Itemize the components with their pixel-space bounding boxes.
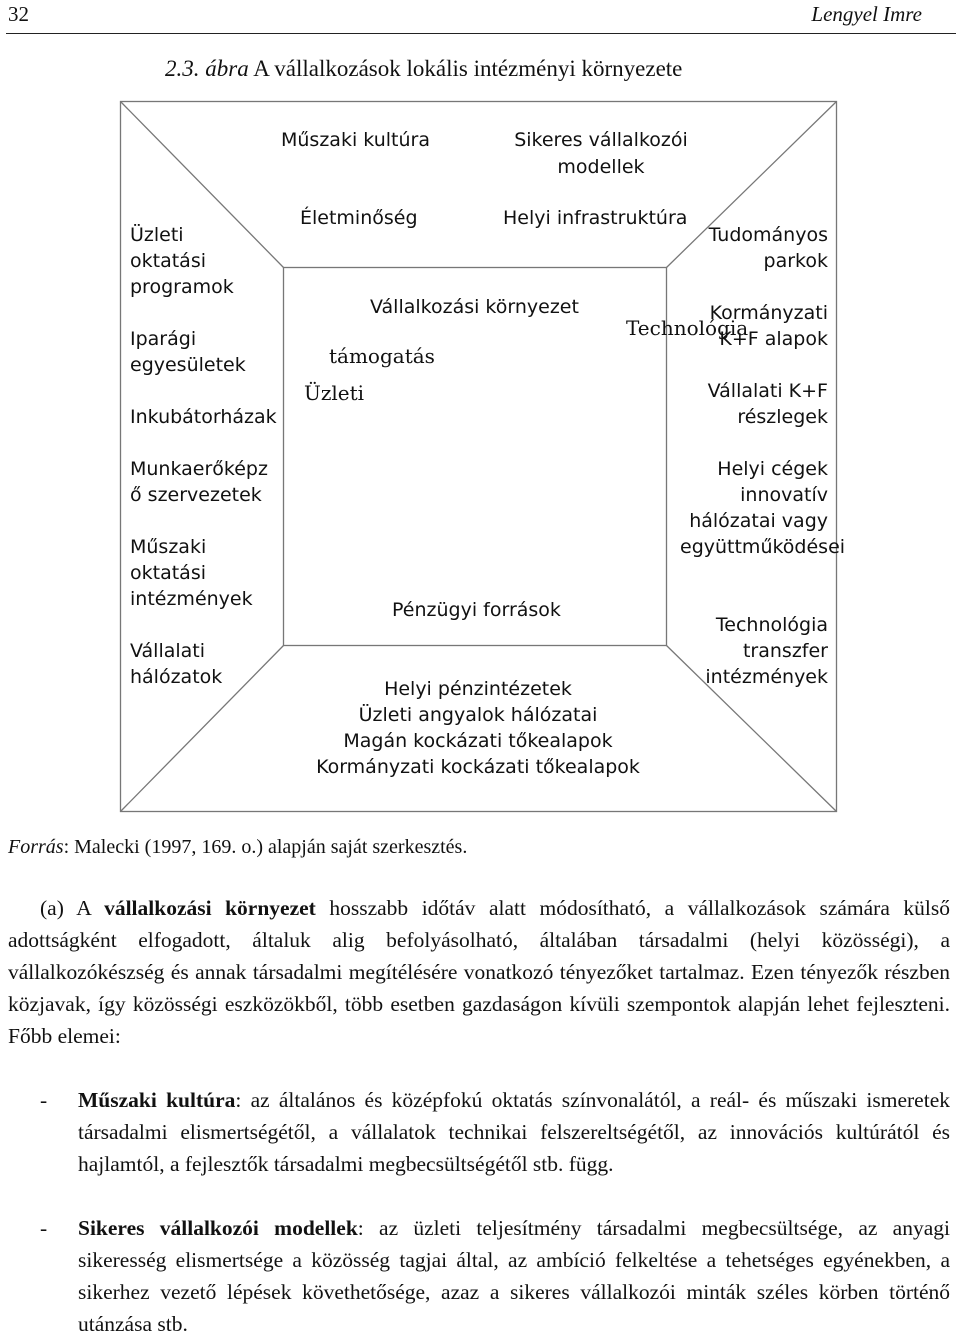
bottom-item-helyi-penzintezetek: Helyi pénzintézetek bbox=[384, 678, 572, 700]
bullet-dash: - bbox=[40, 1088, 48, 1112]
right-item-helyi-cegek: Helyi cégek innovatív hálózatai vagy együttműködései bbox=[680, 458, 846, 558]
top-item-eletminoseg: Életminőség bbox=[300, 207, 418, 229]
right-item-kormanyzati-kf: Kormányzati K+F alapok bbox=[709, 302, 828, 350]
left-item-iparagi-egyesuletek: Iparági egyesületek bbox=[130, 328, 246, 376]
bullet-item-sikeres-modellek bbox=[8, 1212, 950, 1340]
left-item-munkaerokepzo: Munkaerőképző szervezetek bbox=[130, 458, 268, 506]
top-item-sikeres-modellek: Sikeres vállalkozói modellek bbox=[514, 129, 688, 178]
paragraph-text: hosszabb időtáv alatt módosítható, a vállalkozások számára külső adottságként elfogadott, általuk alig befolyásolható, általában társadalmi (helyi közösségi), a vállalkozókészség és annak társadalmi megítélésére vonatkozó tényezőket tartalmaz. Ezen tényezők részben közjavak, így közösségi eszközökből, több esetben gazdaságon kívüli szempontok alapján lehet fejleszteni. Főbb elemei: bbox=[8, 896, 950, 1048]
bullet-item-muszaki-kultura bbox=[8, 1084, 950, 1180]
source-label: Forrás bbox=[8, 836, 64, 858]
bottom-item-kormanyzati-kockazati: Kormányzati kockázati tőkealapok bbox=[316, 756, 640, 778]
figure-source bbox=[8, 836, 467, 859]
left-item-muszaki-oktatasi: Műszaki oktatási intézmények bbox=[130, 536, 253, 610]
top-item-helyi-infrastruktura: Helyi infrastruktúra bbox=[503, 207, 688, 229]
body-paragraph bbox=[8, 892, 950, 1052]
left-item-inkubatorhazak: Inkubátorházak bbox=[130, 406, 277, 428]
right-item-vallalati-kf: Vállalati K+F részlegek bbox=[707, 380, 828, 428]
right-item-technologia-transzfer: Technológia transzfer intézmények bbox=[705, 614, 828, 688]
vertical-label-uzleti: Üzleti bbox=[304, 381, 365, 405]
right-item-tudomanyos-parkok: Tudományos parkok bbox=[708, 224, 828, 272]
figure-number: 2.3. ábra bbox=[165, 56, 249, 81]
bullet-text: : az üzleti teljesítmény társadalmi megbecsültsége, az anyagi sikeresség elismertsége a közösség tagjai által, az ambíció felkeltése a tehetséges egyénekben, a sikerhez vezető lépések követhetősége, azaz a sikeres vállalkozói minták széles körben történő utánzása stb. bbox=[78, 1216, 950, 1336]
bullet-dash: - bbox=[40, 1216, 48, 1240]
top-item-muszaki-kultura: Műszaki kultúra bbox=[281, 129, 430, 151]
bottom-item-uzleti-angyalok: Üzleti angyalok hálózatai bbox=[358, 704, 598, 726]
center-bottom-label: Pénzügyi források bbox=[392, 599, 561, 621]
bottom-item-magan-kockazati: Magán kockázati tőkealapok bbox=[343, 730, 613, 752]
left-item-vallalati-halozatok: Vállalati hálózatok bbox=[130, 640, 223, 688]
paragraph-term: vállalkozási környezet bbox=[104, 896, 316, 920]
center-title: Vállalkozási környezet bbox=[370, 296, 579, 318]
running-header-author: Lengyel Imre bbox=[811, 2, 922, 26]
figure-title: A vállalkozások lokális intézményi környezete bbox=[253, 56, 683, 81]
left-item-uzleti-oktatasi: Üzleti oktatási programok bbox=[130, 224, 234, 298]
page-number: 32 bbox=[8, 2, 29, 26]
source-text: : Malecki (1997, 169. o.) alapján saját szerkesztés. bbox=[63, 836, 468, 858]
bullet-text: : az általános és középfokú oktatás színvonalától, a reál- és műszaki ismeretek társadalmi elismertségétől, a vállalatok technikai felszereltségétől, az innovációs kultúrától és hajlamtól, a fejlesztők társadalmi megbecsültségétől stb. függ. bbox=[78, 1088, 950, 1176]
bullet-term: Műszaki kultúra bbox=[78, 1088, 236, 1112]
vertical-label-tamogatas: támogatás bbox=[329, 344, 435, 368]
vertical-label-technologia: Technológia bbox=[626, 316, 749, 340]
paragraph-lead: (a) A bbox=[40, 896, 105, 920]
bullet-term: Sikeres vállalkozói modellek bbox=[78, 1216, 358, 1240]
